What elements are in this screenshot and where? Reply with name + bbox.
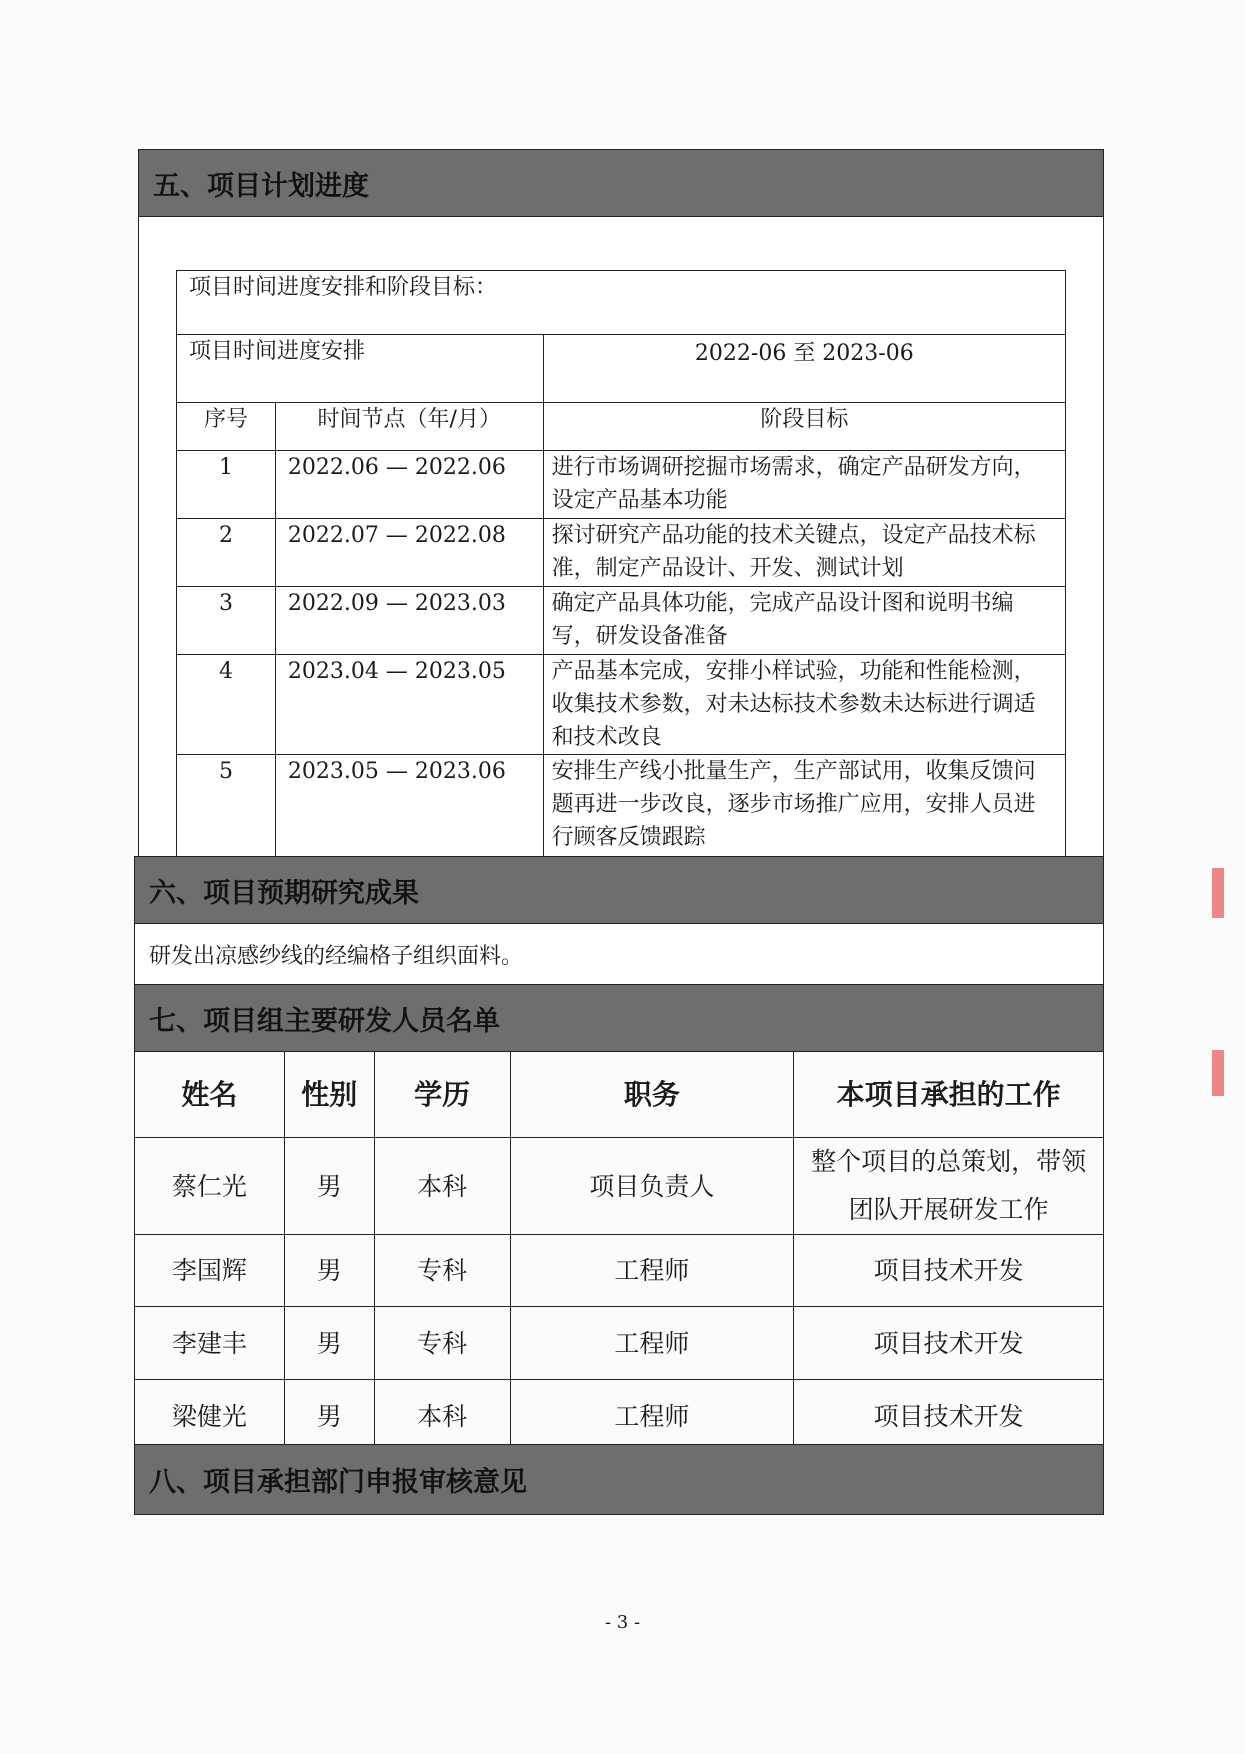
section-7-header (134, 984, 1104, 1052)
period-value: 2022-06 至 2023-06 (543, 335, 1065, 403)
row-time: 2022.09 — 2023.03 (275, 587, 543, 655)
col-header-no: 序号 (177, 403, 276, 451)
row-goal: 进行市场调研挖掘市场需求，确定产品研发方向，设定产品基本功能 (543, 451, 1065, 519)
row-no: 3 (177, 587, 276, 655)
staff-edu: 本科 (374, 1138, 510, 1235)
staff-table (134, 1051, 1104, 1453)
row-goal: 安排生产线小批量生产，生产部试用，收集反馈问题再进一步改良，逐步市场推广应用，安排人员进行顾客反馈跟踪 (543, 755, 1065, 857)
col-header-edu: 学历 (374, 1052, 510, 1138)
stamp-mark-1 (1212, 868, 1224, 918)
staff-title: 项目负责人 (510, 1138, 794, 1235)
staff-name: 李国辉 (135, 1235, 285, 1307)
table-row (135, 1307, 1104, 1380)
staff-title: 工程师 (510, 1307, 794, 1380)
staff-work: 项目技术开发 (794, 1380, 1104, 1453)
row-goal: 确定产品具体功能，完成产品设计图和说明书编写，研发设备准备 (543, 587, 1065, 655)
staff-gender: 男 (284, 1235, 374, 1307)
stamp-mark-2 (1212, 1050, 1224, 1096)
section-8-title: 八、项目承担部门申报审核意见 (149, 1467, 527, 1498)
staff-edu: 专科 (374, 1235, 510, 1307)
table-row (177, 655, 1066, 755)
table-row (177, 451, 1066, 519)
page-number: - 3 - (604, 1612, 641, 1633)
section-6-title: 六、项目预期研究成果 (149, 877, 419, 909)
staff-edu: 专科 (374, 1307, 510, 1380)
col-header-work: 本项目承担的工作 (794, 1052, 1104, 1138)
col-header-title: 职务 (510, 1052, 794, 1138)
period-label: 项目时间进度安排 (177, 335, 544, 403)
row-time: 2022.07 — 2022.08 (275, 519, 543, 587)
row-no: 4 (177, 655, 276, 755)
table-row (135, 1138, 1104, 1235)
table-row (177, 519, 1066, 587)
staff-work: 整个项目的总策划，带领团队开展研发工作 (794, 1138, 1104, 1235)
staff-name: 梁健光 (135, 1380, 285, 1453)
staff-gender: 男 (284, 1380, 374, 1453)
staff-name: 李建丰 (135, 1307, 285, 1380)
row-no: 1 (177, 451, 276, 519)
table-row (135, 1380, 1104, 1453)
schedule-table (176, 270, 1066, 857)
col-header-time: 时间节点（年/月） (275, 403, 543, 451)
table-row (135, 1235, 1104, 1307)
row-no: 5 (177, 755, 276, 857)
section-5-title: 五、项目计划进度 (153, 170, 369, 202)
col-header-name: 姓名 (135, 1052, 285, 1138)
staff-gender: 男 (284, 1307, 374, 1380)
staff-gender: 男 (284, 1138, 374, 1235)
table-row (177, 755, 1066, 857)
staff-name: 蔡仁光 (135, 1138, 285, 1235)
col-header-gender: 性别 (284, 1052, 374, 1138)
row-time: 2023.05 — 2023.06 (275, 755, 543, 857)
row-goal: 产品基本完成，安排小样试验，功能和性能检测，收集技术参数，对未达标技术参数未达标进行调适和技术改良 (543, 655, 1065, 755)
section-5-header (138, 149, 1104, 217)
staff-work: 项目技术开发 (794, 1235, 1104, 1307)
staff-title: 工程师 (510, 1380, 794, 1453)
col-header-goal: 阶段目标 (543, 403, 1065, 451)
row-time: 2023.04 — 2023.05 (275, 655, 543, 755)
expected-result: 研发出凉感纱线的经编格子组织面料。 (149, 943, 524, 969)
staff-work: 项目技术开发 (794, 1307, 1104, 1380)
staff-title: 工程师 (510, 1235, 794, 1307)
section-7-title: 七、项目组主要研发人员名单 (149, 1005, 500, 1037)
row-goal: 探讨研究产品功能的技术关键点，设定产品技术标准，制定产品设计、开发、测试计划 (543, 519, 1065, 587)
section-8-header (134, 1444, 1104, 1515)
section-6-body (134, 923, 1104, 985)
table-row (177, 587, 1066, 655)
schedule-intro: 项目时间进度安排和阶段目标： (177, 271, 1066, 335)
row-time: 2022.06 — 2022.06 (275, 451, 543, 519)
row-no: 2 (177, 519, 276, 587)
section-6-header (134, 856, 1104, 924)
staff-edu: 本科 (374, 1380, 510, 1453)
